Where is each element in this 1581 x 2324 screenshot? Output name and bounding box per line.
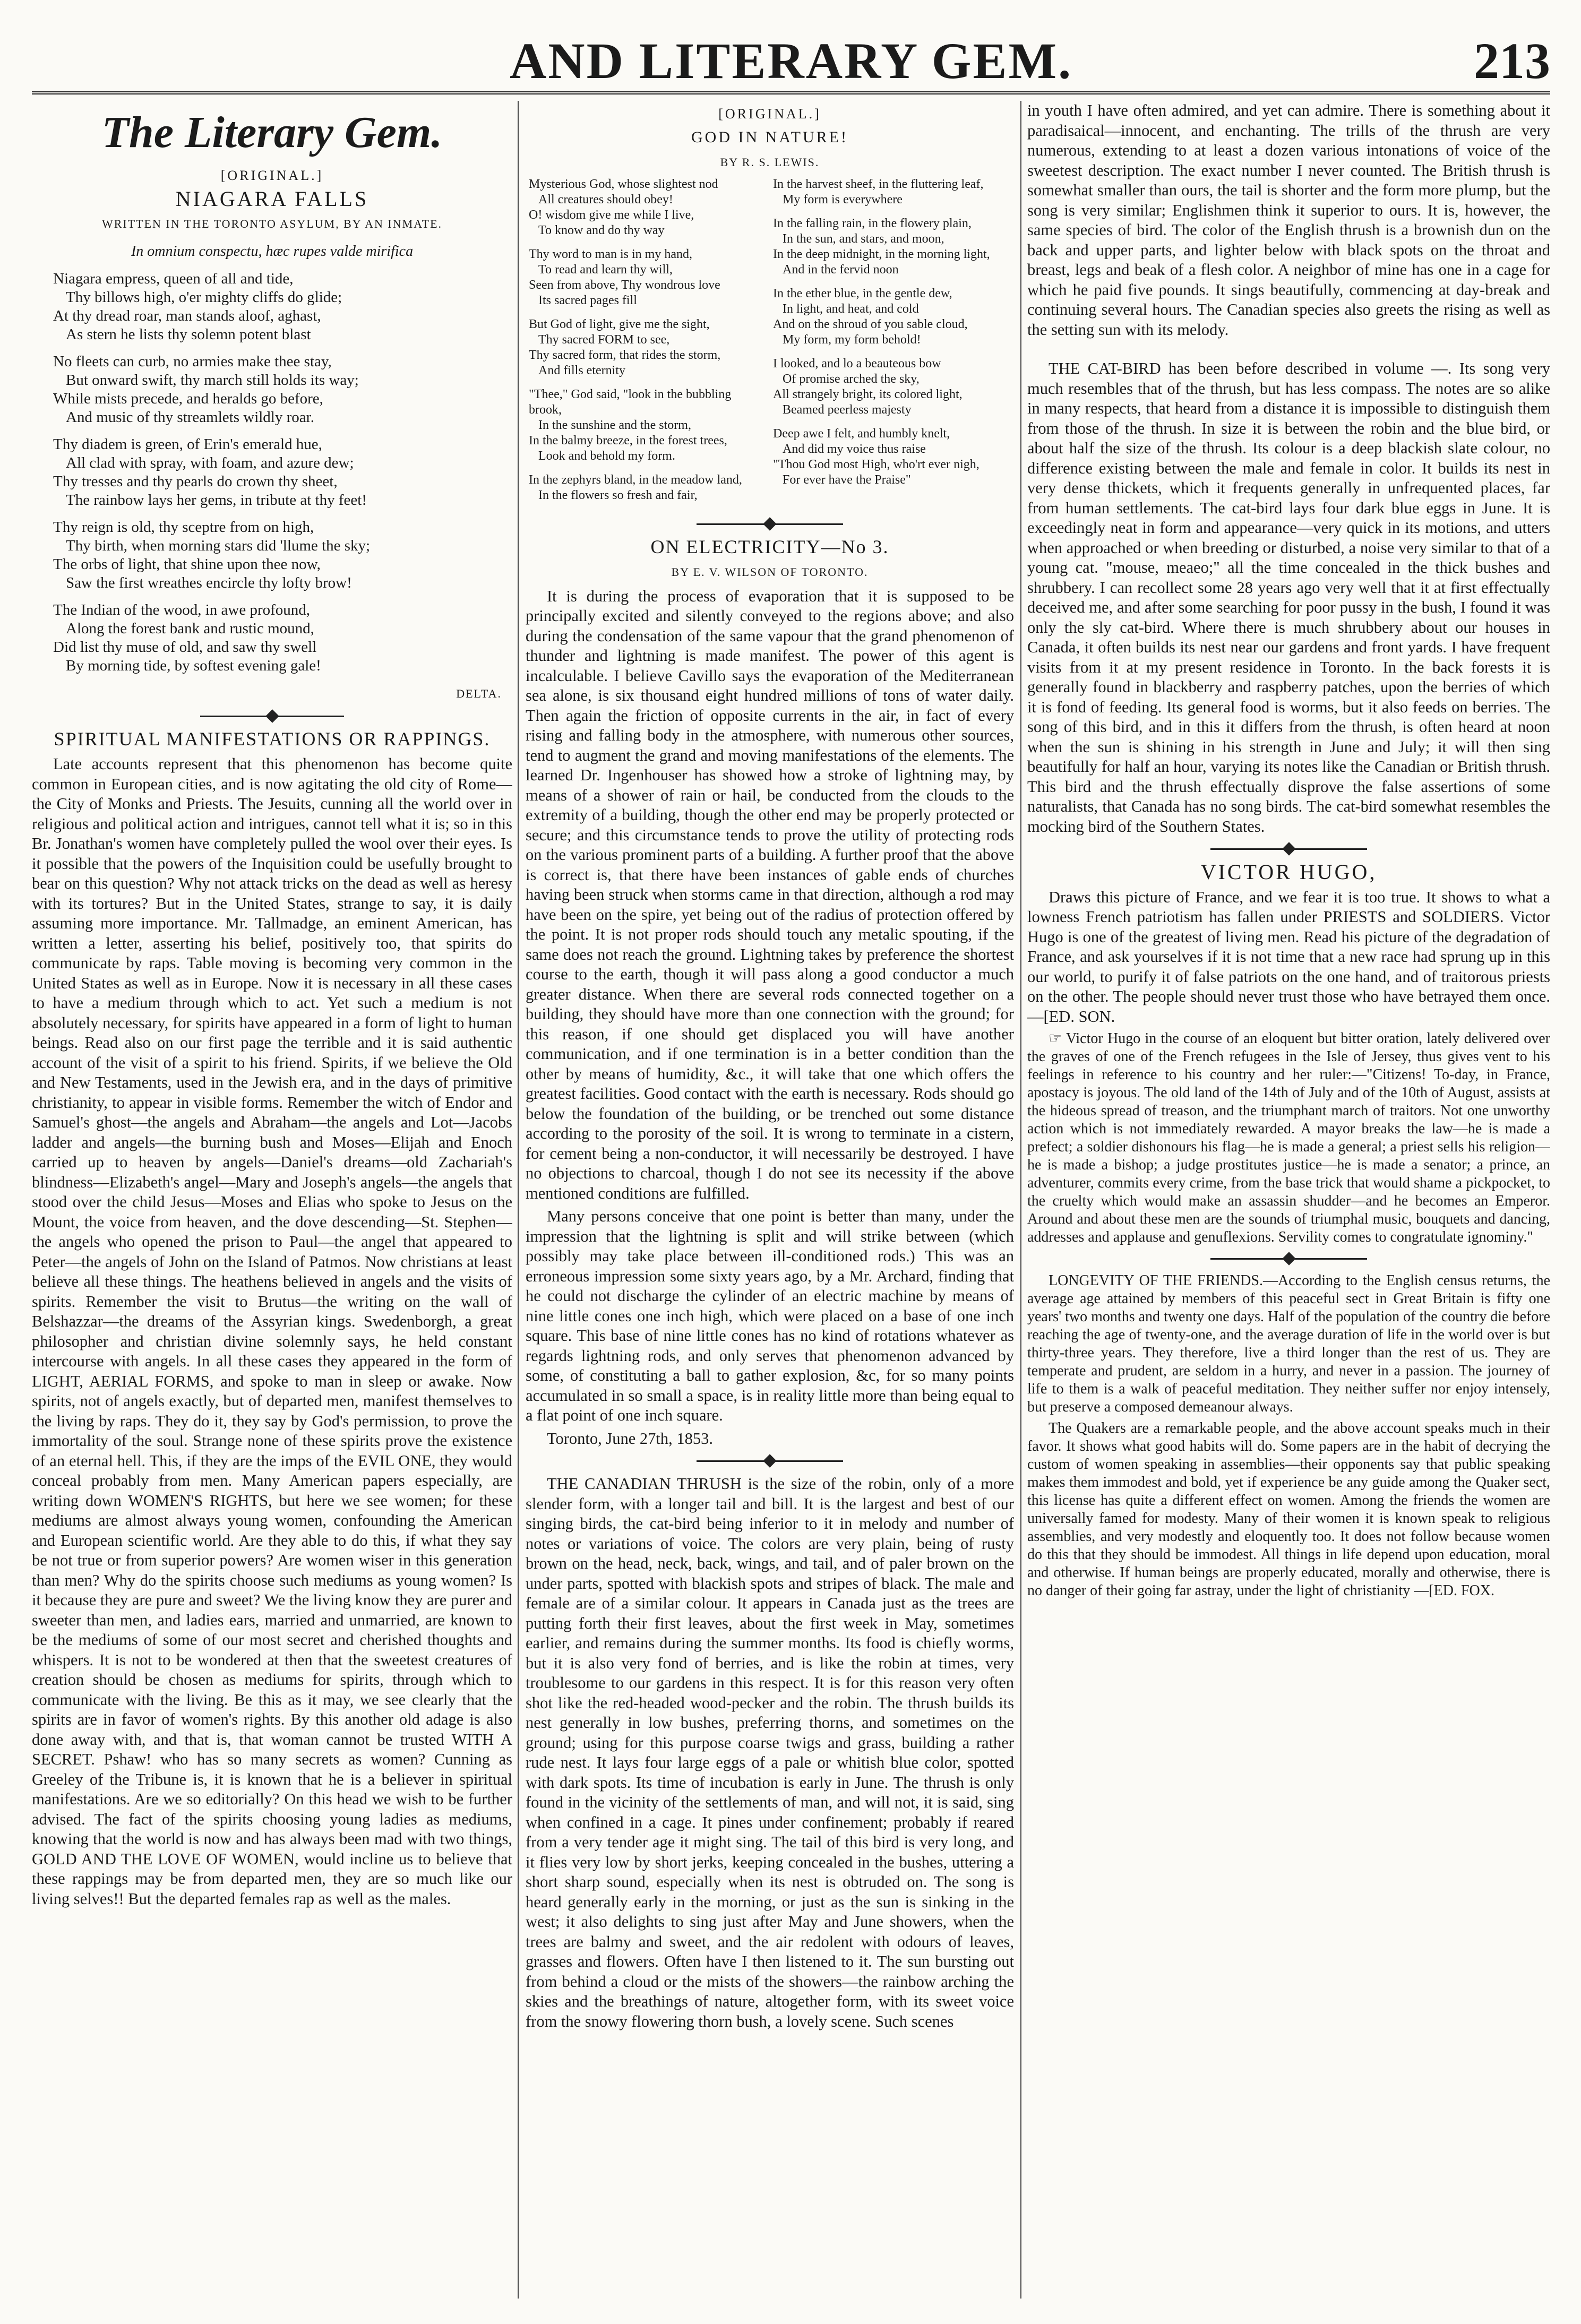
poem-line: Did list thy muse of old, and saw thy swell: [53, 639, 317, 656]
poem-line: In the deep midnight, in the morning light,: [773, 247, 990, 261]
article-title: VICTOR HUGO,: [1200, 860, 1377, 884]
poem-line: By morning tide, by softest evening gale!: [66, 657, 321, 674]
poem-line: The orbs of light, that shine upon thee now,: [53, 556, 321, 573]
poem-column-left: [526, 177, 770, 512]
poem-line: Seen from above, Thy wondrous love: [529, 278, 720, 292]
poem-line: My form is everywhere: [783, 192, 903, 206]
poem-line: Mysterious God, whose slightest nod: [529, 177, 718, 191]
poem-stanza: [529, 177, 767, 238]
poem-line: In the zephyrs bland, in the meadow land,: [529, 472, 742, 487]
poem-stanza: [32, 601, 512, 675]
poem-stanza: [529, 387, 767, 464]
poem-stanza: [773, 216, 1011, 278]
column-divider: [1020, 101, 1021, 2299]
poem-line: Along the forest bank and rustic mound,: [66, 620, 314, 637]
poem-title: GOD IN NATURE!: [691, 128, 848, 146]
poem-line: Of promise arched the sky,: [783, 372, 920, 386]
poem-stanza: [529, 247, 767, 308]
poem-stanza: [773, 356, 1011, 418]
poem-line: Thy tresses and thy pearls do crown thy sheet,: [53, 473, 338, 490]
poem-line: I looked, and lo a beauteous bow: [773, 356, 941, 371]
poem-column-right: [770, 177, 1014, 512]
article-paragraph: THE CAT-BIRD has been before described in volume —. Its song very much resembles that of the thrush, but has less compass. The notes are so alike in many respects, that heard from a distance it is impossible to distinguish them from those of the thrush. In size it is between the robin and the blue bird, or about half the size of the thrush. Its colour is a deep blackish slate colour, no difference existing between the male and female in color. It builds its nest in very dense thickets, which it frequents generally in unfrequented places, far from human settlements. The cat-bird lays four dark blue eggs in June. It is exceedingly neat in form and appearance—very quick in its motions, and utters when approached or when breeding or disturbed, a noise very similar to that of a young cat. "mouse, meaeo;" all the time concealed in the thick bushes and shrubbery. I can recollect some 28 years ago very well that it at first effectually deceived me, and after some searching for poor pussy in the bush, I found it was only the sly cat-bird. Where there is much shrubbery about our houses in Canada, it often builds its nest near our gardens and front yards. I have frequent visits from it at my present residence in Toronto. In the back forests it is generally found in blackberry and raspberry patches, upon the berries of which it is fond of feeding. Its general food is worms, but it also feeds on berries. The song of this bird, and in this it differs from the thrush, is often heard at noon when the sun is shining in his strength in June and July; it will then sing beautifully for half an hour, varying its notes like the Canadian or British thrush. This bird and the thrush effectually disprove the false assertions of some naturalists, that Canada has no song birds. The cat-bird somewhat resembles the mocking bird of the Southern States.: [1027, 359, 1550, 836]
masthead-rule: [32, 91, 1550, 94]
masthead: [32, 32, 1550, 90]
column-1: [32, 101, 512, 2299]
poem-line: Saw the first wreathes encircle thy lofty brow!: [66, 574, 352, 591]
ornament-divider: [32, 709, 512, 724]
poem-line: Beamed peerless majesty: [783, 402, 912, 417]
article-title: SPIRITUAL MANIFESTATIONS OR RAPPINGS.: [54, 728, 491, 750]
poem-line: To read and learn thy will,: [538, 262, 673, 277]
poem-line: Thy sacred form, that rides the storm,: [529, 348, 721, 362]
poem-line: The Indian of the wood, in awe profound,: [53, 601, 311, 618]
ornament-divider: [526, 517, 1014, 532]
page-number: 213: [1474, 32, 1550, 89]
poem-line: Thy sacred FORM to see,: [538, 332, 670, 347]
article-paragraph: Late accounts represent that this phenomenon has become quite common in European cities, and is now agitating the old city of Rome—the City of Monks and Priests. The Jesuits, cunning all the world over in religious and political action and intrigues, cannot tell what it is; so in this Br. Jonathan's women have completely pulled the wool over their eyes. Is it possible that the powers of the Inquisition could be usefully brought to bear on this question? Why not attack tricks on the dead as well as heresy with its tortures? But in the United States, strange to say, it is daily assuming more importance. Mr. Tallmadge, an eminent American, has written a letter, asserting his belief, positively too, that spirits do communicate by raps. Table moving is becoming very common in the United States as well as in Europe. Now it is necessary in all these cases to have a medium through which to act. Yet such a medium is not absolutely necessary, for spirits have appeared in a form of light to human beings. Read also on our first page the terrible and it is said authentic account of the visit of a spirit to his friend. Spirits, if we believe the Old and New Testaments, used in the Jewish era, and in the days of primitive christianity, to appear in visible forms. Remember the witch of Endor and Samuel's ghost—the angels and Abraham—the angels and Lot—Jacobs ladder and angels—the burning bush and Moses—Elijah and Enoch carried up to heaven by angels—Daniel's dreams—old Zachariah's blindness—Elizabeth's angel—Mary and Joseph's angels—the angels that stood over the child Jesus—Moses and Elias who spoke to Jesus on the Mount, the voice from heaven, and the dove descending—St. Stephen—the angels who opened the prison to Paul—the angel that appeared to Peter—the angels of John on the Island of Patmos. Now christians at least believe all these things. The heathens believed in angels and the visits of spirits. Remember the visit to Brutus—the writing on the wall of Belshazzar—the dreams of the Assyrian kings. Swedenborgh, a great philosopher and christian divine solemnly says, he held constant intercourse with angels. In all these cases they appeared in the form of LIGHT, AERIAL FORMS, and spoke to man in sleep or awake. Now spirits, not of angels exactly, but of departed men, manifest themselves to the living by raps. They do it, they say by God's permission, to prove the immortality of the soul. Strange none of these spirits prove the existence of an eternal hell. This, if they are the imps of the EVIL ONE, they would conceal probably from men. Many American papers especially, are writing down WOMEN'S RIGHTS, but here we see women; for these mediums are almost always young women, confounding the American and European scientific world. Are they able to do this, if what they say be not true or from superior powers? Are women wiser in this generation than men? Why do the spirits choose such mediums as young women? Is it because they are pure and sweet? We the living know they are purer and sweeter than men, and ladies ears, married and unmarried, are known to be the mediums of some of our most secret and cherished thoughts and whispers. It is not to be wondered at then that the sweetest creatures of creation should be chosen as mediums for spirits, through which to communicate with the living. Be this as it may, we see clearly that the spirits are in favor of women's rights. By this another old adage is also done away with, and that is, that woman cannot be trusted WITH A SECRET. Pshaw! who has so many secrets as women? Cunning as Greeley of the Tribune is, it is known that he is a believer in spiritual manifestations. Are we so editorially? On this head we wish to be further advised. The fact of the spirits choosing young ladies as mediums, knowing that the world is now and has always been mad with two things, GOLD AND THE LOVE OF WOMEN, would incline us to believe that these rappings may be from departed men, they are so much like our living selves!! But the departed females rap as well as the males.: [32, 755, 512, 1908]
column-divider: [518, 101, 519, 2299]
ornament-divider: [526, 1454, 1014, 1469]
poem-stanza: [773, 177, 1011, 208]
poem-line: Its sacred pages fill: [538, 293, 637, 307]
poem-line: The rainbow lays her gems, in tribute at thy feet!: [66, 492, 367, 509]
poem-signature: DELTA.: [456, 687, 502, 700]
poem-byline: WRITTEN IN THE TORONTO ASYLUM, BY AN INMATE.: [101, 217, 443, 230]
poem-line: In the flowers so fresh and fair,: [538, 488, 698, 502]
poem-line: Look and behold my form.: [538, 449, 675, 463]
article-paragraph: The Quakers are a remarkable people, and the above account speaks much in their favor. It shows what good habits will do. Some papers are in the habit of decrying the custom of women speaking in assemblies—their opponents say that public speaking makes them immodest and bold, yet if experience be any guide among the Quaker sect, this license has quite a different effect on women. Among the friends the women are universally famed for modesty. Many of their women it is known speak to religious assemblies, and very modestly and eloquently too. It does not follow because women do this that they should be immodest. All things in life depend upon education, moral and otherwise. If human beings are properly educated, morally and otherwise, there is no danger of their going far astray, under the light of christianity —[ED. FOX.: [1027, 1420, 1550, 1599]
poem-line: As stern he lists thy solemn potent blast: [66, 326, 311, 343]
poem-line: At thy dread roar, man stands aloof, aghast,: [53, 307, 321, 324]
poem-stanza: [529, 472, 767, 503]
poem-line: In the harvest sheef, in the fluttering leaf,: [773, 177, 984, 191]
poem-byline: BY R. S. LEWIS.: [720, 156, 820, 169]
poem-stanza: [529, 317, 767, 378]
article-paragraph: Draws this picture of France, and we fear it is too true. It shows to what a lowness French patriotism has fallen under PRIESTS and SOLDIERS. Victor Hugo is one of the greatest of living men. Read his picture of the degradation of France, and ask yourselves if it is not time that a new race had sprung up in this our world, to purify it of false patriots on the one hand, and of traitorous priests on the other. The people should never trust those who have betrayed them once.—[ED. SON.: [1027, 888, 1550, 1026]
poem-line: Thy word to man is in my hand,: [529, 247, 692, 261]
poem-line: Thy reign is old, thy sceptre from on high,: [53, 519, 314, 536]
poem-line: In the ether blue, in the gentle dew,: [773, 286, 952, 300]
poem-line: And did my voice thus raise: [783, 442, 926, 456]
poem-body: [526, 177, 1014, 512]
poem-body: [32, 270, 512, 675]
article-byline: BY E. V. WILSON OF TORONTO.: [671, 565, 869, 579]
original-tag: [ORIGINAL.]: [220, 168, 324, 183]
poem-line: In light, and heat, and cold: [783, 302, 919, 316]
article-dateline: Toronto, June 27th, 1853.: [547, 1429, 714, 1448]
poem-title: NIAGARA FALLS: [175, 186, 369, 211]
column-3: [1027, 101, 1550, 2299]
poem-line: In the balmy breeze, in the forest trees,: [529, 433, 727, 447]
poem-line: Thy billows high, o'er mighty cliffs do glide;: [66, 289, 342, 306]
poem-epigraph: In omnium conspectu, hæc rupes valde mirifica: [131, 243, 414, 260]
poem-line: In the sunshine and the storm,: [538, 418, 691, 432]
poem-line: No fleets can curb, no armies make thee stay,: [53, 353, 332, 370]
poem-line: And fills eternity: [538, 363, 625, 377]
original-tag: [ORIGINAL.]: [718, 106, 821, 122]
article-title: ON ELECTRICITY—No 3.: [650, 536, 889, 557]
poem-line: And music of thy streamlets wildly roar.: [66, 409, 314, 426]
poem-line: All strangely bright, its colored light,: [773, 387, 963, 401]
ornament-divider: [1027, 842, 1550, 857]
poem-line: "Thou God most High, who'rt ever nigh,: [773, 457, 979, 471]
article-paragraph: It is during the process of evaporation that it is supposed to be principally excited and silently conveyed to the regions above; and also during the condensation of the same vapour that the grand phenomenon of thunder and lightning is made manifest. The power of this agent is incalculable. I believe Cavillo says the evaporation of the Mediterranean sea alone, is six thousand eight hundred millions of tons of water daily. Then again the friction of opposite currents in the air, in fact of every rising and falling body in the atmosphere, with numerous other sources, tend to augment the grand and moving manifestations of the elements. The learned Dr. Ingenhouser has showed how a stroke of lightning may, by means of a shower of rain or hail, be conducted from the clouds to the extremity of a building, though the other end may be properly protected or secure; and this circumstance tends to prove the utility of protecting rods on the various prominent parts of a building. A further proof that the above is correct is, that there have been instances of gable ends of churches having been struck when storms came in that direction, although a rod may have been on the spire, yet being out of the radius of protection offered by the point. It is not proper rods should touch any metalic spouting, if the same does not reach the ground. Lightning takes by preference the shortest course to the earth, though it will pass along a good conductor a much greater distance. When there are several rods connected together on a building, they should have more than one connection with the ground; for this reason, if one should get displaced you will have another communication, and if one termination is in a better condition than the other by means of humidity, &c., it will take that one which offers the greatest facilities. Good contact with the earth is necessary. Rods should go below the foundation of the building, or be trenched out some distance according to the porosity of the soil. It is wrong to terminate in a cistern, for cement being a non-conductor, it will necessarily be destroyed. I have no objections to charcoal, though I do not see its necessity if the above mentioned conditions are fulfilled.: [526, 587, 1014, 1202]
poem-stanza: [32, 435, 512, 510]
poem-line: And on the shroud of you sable cloud,: [773, 317, 968, 331]
poem-line: Thy diadem is green, of Erin's emerald hue,: [53, 436, 322, 453]
poem-line: Thy birth, when morning stars did 'llume the sky;: [66, 537, 371, 554]
poem-line: In the falling rain, in the flowery plain,: [773, 216, 972, 230]
poem-line: While mists precede, and heralds go before,: [53, 390, 323, 407]
poem-stanza: [773, 286, 1011, 348]
poem-line: All clad with spray, with foam, and azure dew;: [66, 454, 354, 471]
column-2: [526, 101, 1014, 2299]
poem-stanza: [32, 270, 512, 344]
poem-line: O! wisdom give me while I live,: [529, 208, 694, 222]
newspaper-title: AND LITERARY GEM.: [509, 32, 1073, 89]
poem-line: My form, my form behold!: [783, 332, 921, 347]
poem-line: But God of light, give me the sight,: [529, 317, 710, 331]
poem-line: "Thee," God said, "look in the bubbling brook,: [529, 387, 732, 417]
poem-line: All creatures should obey!: [538, 192, 673, 206]
article-paragraph: in youth I have often admired, and yet can admire. There is something about it paradisaical—innocent, and enchanting. The trills of the thrush are very numerous, extending to at least a dozen various intonations of voice of the sweetest description. The exact number I never counted. The British thrush is somewhat smaller than ours, the tail is shorter and the form more plump, but the song is very similar; Englishmen think it superior to ours. It is, however, the same species of bird. The color of the English thrush is a brownish dun on the back and upper parts, and lighter below with black spots on the throat and breast, legs and beak of a flesh color. A neighbor of mine has one in a cage for which he paid five pounds. It sings beautifully, commencing at day-break and continuing several hours. The Canadian species also greets the rising as well as the setting sun with its melody.: [1027, 101, 1550, 339]
section-title-literary-gem: The Literary Gem.: [101, 108, 443, 157]
poem-stanza: [32, 518, 512, 592]
article-quote: ☞ Victor Hugo in the course of an eloquent but bitter oration, lately delivered over the graves of one of the French refugees in the Isle of Jersey, thus gives vent to his feelings in reference to his country and her ruler:—"Citizens! To-day, in France, apostacy is joyous. The old land of the 14th of July and of the 10th of August, assists at the hideous spread of treason, and the triumphant march of traitors. Not one unworthy action which is not immediately rewarded. A mayor breaks the law—he is made a prefect; a soldier dishonours his flag—he is made a general; a priest sells his religion—he is made a bishop; a judge prostitutes justice—he is made a senator; a prince, an adventurer, commits every crime, from the base trick that would shame a pickpocket, to the cruelty which would make an assassin shudder—and he becomes an Emperor. Around and about these men are the sounds of triumphal music, bouquets and dancing, addresses and applause and genuflexions. Servility comes to congratulate ignominy.": [1027, 1030, 1550, 1245]
poem-line: In the sun, and stars, and moon,: [783, 231, 944, 246]
article-paragraph: Many persons conceive that one point is better than many, under the impression that the lightning is split and will strike between (which possibly may take place between ill-conditioned rods.) This was an erroneous impression some sixty years ago, by a Mr. Archard, finding that he could not discharge the cylinder of an electric machine by means of nine little cones one inch high, which were placed on a base of one inch square. This base of nine little cones has no kind of rotations whatever as regards lightning rods, and only serves that phenomenon advanced by some, of constituting a ball to gather explosion, &c, for so many points accumulated in so small a space, is in reality little more than being equal to a flat point of one inch square.: [526, 1207, 1014, 1424]
poem-stanza: [773, 426, 1011, 488]
article-paragraph: LONGEVITY OF THE FRIENDS.—According to the English census returns, the average age attained by members of this peaceful sect in Great Britain is fifty one years' two months and twenty one days. Half of the population of the country die before reaching the age of twenty-one, and the average duration of life in the world over is but thirty-three years. They therefore, live a third longer than the rest of us. They are temperate and prudent, are seldom in a hurry, and never in a passion. The journey of life to them is a walk of peaceful meditation. They neither suffer nor enjoy intensely, but preserve a composed demeanour always.: [1027, 1272, 1550, 1415]
article-paragraph: THE CANADIAN THRUSH is the size of the robin, only of a more slender form, with a longer tail and bill. It is the largest and best of our singing birds, the cat-bird being inferior to it in melody and number of notes or variations of voice. The colors are very plain, being of rusty brown on the head, neck, back, wings, and tail, and of paler brown on the under parts, spotted with blackish spots and stripes of black. The male and female are of a similar colour. It appears in Canada just as the trees are putting forth their first leaves, about the first week in May, sometimes earlier, and remains during the summer months. Its food is chiefly worms, but it is also very fond of berries, and is like the robin at times, very troublesome to our gardens in this respect. It is for this reason very often shot like the red-headed wood-pecker and the robin. The thrush builds its nest generally in low bushes, preferring thorns, and sometimes on the ground; using for this purpose coarse twigs and grass, building a rather rude nest. It lays four large eggs of a pale or whitish blue color, spotted with dark spots. Its time of incubation is early in June. The thrush is only found in the vicinity of the settlements of man, and will not, it is said, sing when confined in a cage. It pines under confinement; probably if reared from a very tender age it might sing. The tail of this bird is very long, and it flies very low by short jerks, keeping concealed in the bushes, uttering a short sharp sound, especially when its nest is obtruded on. The song is heard generally early in the morning, or just as the sun is sinking in the west; it also delights to sing just after May and June showers, when the trees are balmy and sweet, and the air redolent with odours of leaves, grasses and flowers. Often have I then listened to it. The sun bursting out from behind a cloud or the mists of the showers—the rainbow arching the skies and the breathings of nature, altogether form, with its sweet voice from the snowy flowering thorn bush, a lovely scene. Such scenes: [526, 1475, 1014, 2030]
poem-line: But onward swift, thy march still holds its way;: [66, 372, 359, 389]
poem-line: To know and do thy way: [538, 223, 665, 237]
poem-stanza: [32, 352, 512, 427]
poem-line: Niagara empress, queen of all and tide,: [53, 270, 294, 287]
poem-line: For ever have the Praise": [783, 472, 911, 487]
poem-line: Deep awe I felt, and humbly knelt,: [773, 426, 950, 441]
poem-line: And in the fervid noon: [783, 262, 899, 277]
ornament-divider: [1027, 1252, 1550, 1267]
